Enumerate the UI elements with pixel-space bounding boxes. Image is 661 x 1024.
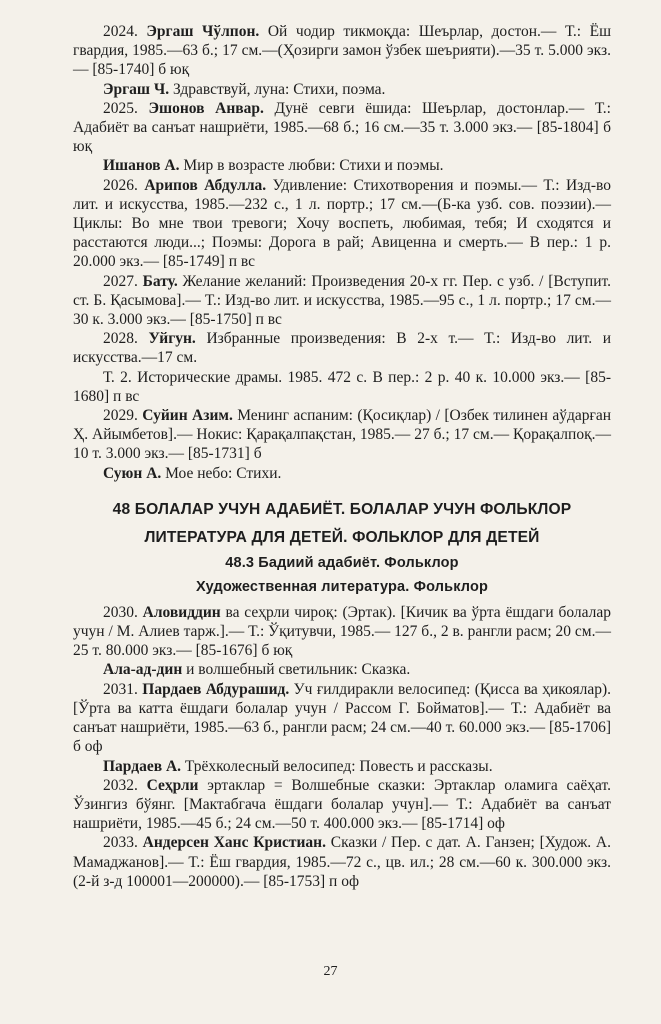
bibliography-entry (73, 757, 611, 776)
entry-author: Суюн А. (103, 464, 162, 482)
entry-number: 2025. (103, 99, 149, 117)
entry-number: 2026. (103, 176, 145, 194)
entries-bottom-section (73, 603, 611, 891)
bibliography-entry (73, 833, 611, 891)
section-heading-uzbek: 48 БОЛАЛАР УЧУН АДАБИЁТ. БОЛАЛАР УЧУН ФОЛЬКЛОР (112, 500, 572, 518)
entry-author: Ишанов А. (103, 157, 180, 175)
section-spacer (73, 483, 611, 501)
bibliography-entry (73, 603, 611, 661)
entry-text: Трёхколесный велосипед: Повесть и рассказы. (181, 757, 493, 775)
bibliography-entry (73, 329, 611, 367)
entry-text: Сказки / Пер. с дат. А. Ганзен; [Худож. А. Мамаджанов].— Т.: Ёш гвардия, 1985.—72 с., цв. ил.; 28 см.—60 к. 300.000 экз. (2-й з-д 100001—200000).— [85-1753] п оф (73, 834, 612, 890)
entry-author: Пардаев Абдурашид. (142, 680, 290, 698)
entry-text: Мое небо: Стихи. (161, 464, 282, 482)
entry-author: Сеҳрли (146, 776, 199, 794)
entry-author: Аловиддин (142, 603, 221, 621)
entry-text: Мир в возрасте любви: Стихи и поэмы. (179, 157, 444, 175)
subsection-heading-russian: Художественная литература. Фольклор (196, 578, 488, 595)
bibliography-entry (73, 406, 611, 464)
entry-text: Удивление: Стихотворения и поэмы.— Т.: Изд-во лит. и искусства, 1985.—232 с., 1 л. портр.; 17 см.—(Б-ка узб. сов. поэзии).— Циклы: Во мне твои тревоги; Хочу воспеть, любимая, тебя; И сходятся и расстаются люди...; Поэмы: Дорога в рай; Авиценна и смерть.— В пер.: 1 р. 20.000 экз.— [85-1749] п вс (73, 176, 612, 271)
bibliography-entry (73, 368, 611, 406)
entry-text: Менинг аспаним: (Қосиқлар) / [Озбек тилинен аўдарған Ҳ. Айымбетов].— Нокис: Қарақалпақстан, 1985.— 27 б.; 17 см.— Қорақалпоқ.—10 т. 3.000 экз.— [85-1731] б (73, 407, 611, 463)
entry-number: 2030. (103, 603, 143, 621)
entries-top-section (73, 22, 611, 483)
bibliography-entry (73, 680, 611, 757)
entry-number: 2029. (103, 407, 143, 425)
entry-number: 2033. (103, 834, 143, 852)
bibliography-entry (73, 80, 611, 99)
entry-number: 2027. (103, 272, 143, 290)
entry-text: Дунё севги ёшида: Шеърлар, достонлар.— Т.: Адабиёт ва санъат нашриёти, 1985.—68 б.; 16 см.—35 т. 3.000 экз.— [85-1804] б юқ (73, 99, 611, 156)
entry-author: Эргаш Чўлпон. (146, 23, 260, 40)
bibliography-entry (73, 272, 611, 330)
entry-author: Эргаш Ч. (103, 80, 170, 98)
entry-text: Т. 2. Исторические драмы. 1985. 472 с. В пер.: 2 р. 40 к. 10.000 экз.— [85-1680] п вс (73, 368, 611, 405)
entry-author: Ала-ад-дин (103, 661, 183, 679)
bibliography-entry (73, 22, 611, 80)
entry-number: 2028. (103, 330, 149, 348)
bibliography-entry (73, 99, 611, 157)
bibliography-entry (73, 464, 611, 483)
section-heading-russian: ЛИТЕРАТУРА ДЛЯ ДЕТЕЙ. ФОЛЬКЛОР ДЛЯ ДЕТЕЙ (144, 528, 540, 546)
entry-text: Здравствуй, луна: Стихи, поэма. (169, 80, 386, 98)
entry-author: Уйгун. (148, 330, 196, 348)
entry-author: Пардаев А. (103, 757, 182, 775)
entry-author: Бату. (142, 272, 178, 290)
subsection-heading-uzbek: 48.3 Бадиий адабиёт. Фольклор (225, 554, 459, 571)
bibliography-entry (73, 176, 611, 272)
entry-author: Суйин Азим. (142, 407, 233, 425)
entry-text: Ой чодир тикмоқда: Шеърлар, достон.— Т.: Ёш гвардия, 1985.—63 б.; 17 см.—(Ҳозирги замон ўзбек шеърияти).—35 т. 5.000 экз.— [85-1740] б юқ (73, 23, 611, 79)
entry-author: Эшонов Анвар. (148, 99, 264, 117)
entry-text: эртаклар = Волшебные сказки: Эртаклар оламига саёҳат. Ўзингиз бўянг. [Мактабгача ёшдаги болалар учун].— Т.: Адабиёт ва санъат нашриёти, 1985.—45 б.; 24 см.—50 т. 400.000 экз.— [85-1714] оф (73, 776, 612, 833)
bibliography-entry (73, 776, 611, 834)
entry-text: Желание желаний: Произведения 20-х гг. Пер. с узб. / [Вступит. ст. Б. Қасымова].— Т.: Изд-во лит. и искусства, 1985.—95 с., 1 л. портр.; 17 см.—30 к. 3.000 экз.— [85-1750] п вс (73, 272, 611, 329)
entry-author: Арипов Абдулла. (144, 176, 267, 194)
entry-text: Уч ғилдиракли велосипед: (Қисса ва ҳикоялар). [Ўрта ва катта ёшдаги болалар учун / Рассом Г. Бойматов].— Т.: Адабиёт ва санъат нашриёти, 1985.—63 б., рангли расм; 24 см.—40 т. 60.000 экз.— [85-1706] б оф (73, 680, 612, 756)
page-number: 27 (323, 964, 338, 979)
bibliography-entry (73, 156, 611, 175)
entry-text: и волшебный светильник: Сказка. (182, 661, 411, 679)
entry-number: 2031. (103, 680, 143, 698)
entry-number: 2032. (103, 776, 147, 794)
entry-author: Андерсен Ханс Кристиан. (142, 834, 326, 852)
entry-text: ва сеҳрли чироқ: (Эртак). [Кичик ва ўрта ёшдаги болалар учун / М. Алиев тарж.].— Т.: Ўқитувчи, 1985.— 127 б., 2 в. рангли расм; 20 см.—25 т. 80.000 экз.— [85-1676] б юқ (73, 603, 611, 660)
bibliography-entry (73, 660, 611, 679)
entry-text: Избранные произведения: В 2-х т.— Т.: Изд-во лит. и искусства.—17 см. (73, 330, 611, 367)
section-headings (73, 501, 611, 595)
entry-number: 2024. (103, 23, 147, 40)
